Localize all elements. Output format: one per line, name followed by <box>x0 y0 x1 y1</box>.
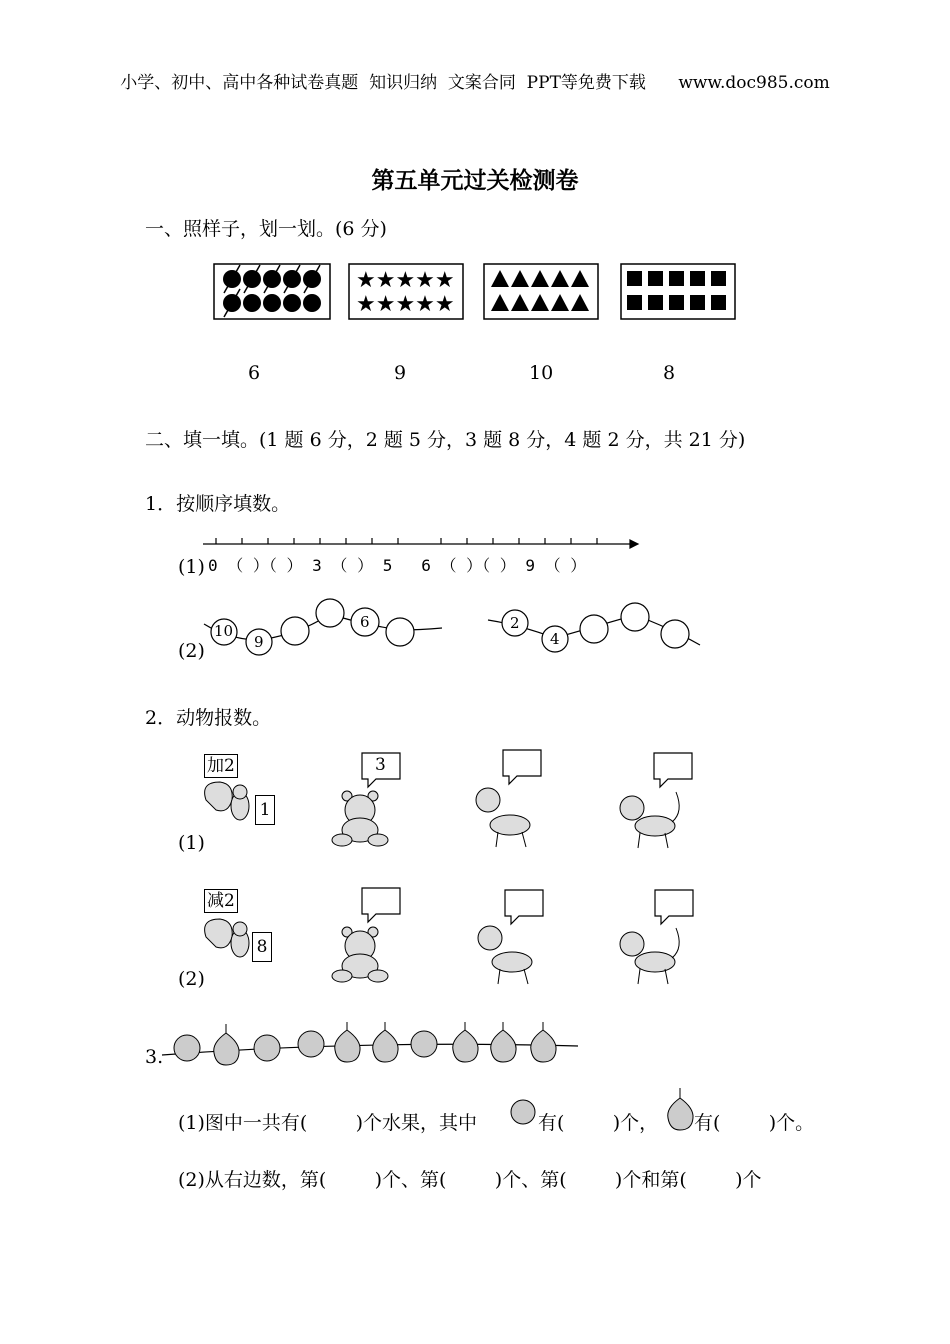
inline-pear-icon <box>668 1088 693 1130</box>
chain1-num-2: 9 <box>254 633 264 651</box>
chain1-num-1: 10 <box>214 622 234 640</box>
box-label-1: 6 <box>248 362 261 384</box>
circle-box <box>214 264 330 319</box>
q2-part2-label: (2) <box>178 968 205 990</box>
rule-tag-add: 加2 <box>204 754 238 778</box>
number-line-values: 0 （ ）（ ） 3 （ ） 5 6 （ ）（ ） 9 （ ） <box>208 556 587 575</box>
apple-icon <box>411 1031 437 1057</box>
svg-text:★★★★★: ★★★★★ <box>356 292 455 317</box>
chain2-num-1: 2 <box>510 614 520 632</box>
chain2-num-2: 4 <box>550 630 560 648</box>
square-box <box>621 264 735 319</box>
squirrel-2 <box>205 919 249 957</box>
bubble-value-1: 3 <box>375 755 386 775</box>
apple-icon <box>254 1035 280 1061</box>
bubbles-row-2 <box>362 888 693 924</box>
q1-part2-label: (2) <box>178 640 205 662</box>
pear-icon <box>491 1030 516 1062</box>
pear-icon <box>335 1030 360 1062</box>
star-box <box>349 264 463 319</box>
q3-label: 3. <box>145 1046 164 1068</box>
pear-icon <box>373 1030 398 1062</box>
box-label-3: 10 <box>529 362 554 384</box>
fruit-string <box>162 1022 578 1065</box>
dog-2 <box>478 926 532 984</box>
svg-text:★★★★★: ★★★★★ <box>356 268 455 293</box>
start-value-1: 1 <box>255 795 275 825</box>
squirrel-1 <box>205 782 249 820</box>
page-title: 第五单元过关检测卷 <box>371 168 579 194</box>
chain1-num-5: 6 <box>360 613 370 631</box>
apple-icon <box>298 1031 324 1057</box>
number-line <box>203 538 638 548</box>
inline-apple-icon <box>511 1100 535 1124</box>
dog-1 <box>476 788 530 847</box>
q3-line1-a: (1)图中一共有( )个水果，其中 <box>178 1112 478 1134</box>
q3-line1-b: 有( )个， <box>538 1112 659 1134</box>
bubbles-row-1 <box>362 750 692 787</box>
box-label-4: 8 <box>663 362 676 384</box>
pear-icon <box>453 1030 478 1062</box>
chain-2 <box>488 603 700 652</box>
rule-tag-subtract: 减2 <box>204 889 238 913</box>
bear-2 <box>332 927 388 982</box>
q1-label: 1．按顺序填数。 <box>145 493 291 515</box>
cat-1 <box>620 792 679 848</box>
box-label-2: 9 <box>394 362 407 384</box>
apple-icon <box>174 1035 200 1061</box>
q3-line2: (2)从右边数，第( )个、第( )个、第( )个和第( )个 <box>178 1169 762 1191</box>
pear-icon <box>214 1033 239 1065</box>
q2-label: 2．动物报数。 <box>145 707 272 729</box>
pear-icon <box>531 1030 556 1062</box>
section2-heading: 二、填一填。(1 题 6 分，2 题 5 分，3 题 8 分，4 题 2 分，共 21 分) <box>145 429 746 451</box>
triangle-box <box>484 264 598 319</box>
section1-heading: 一、照样子，划一划。(6 分) <box>145 218 387 240</box>
chain-1 <box>204 599 442 655</box>
start-value-2: 8 <box>252 932 272 962</box>
page-header: 小学、初中、高中各种试卷真题 知识归纳 文案合同 PPT等免费下载 www.doc985.com <box>120 73 830 93</box>
cat-2 <box>620 928 679 984</box>
q3-line1-c: 有( )个。 <box>694 1112 815 1134</box>
q1-part1-label: (1) <box>178 556 205 578</box>
bear-1 <box>332 791 388 846</box>
q2-part1-label: (1) <box>178 832 205 854</box>
